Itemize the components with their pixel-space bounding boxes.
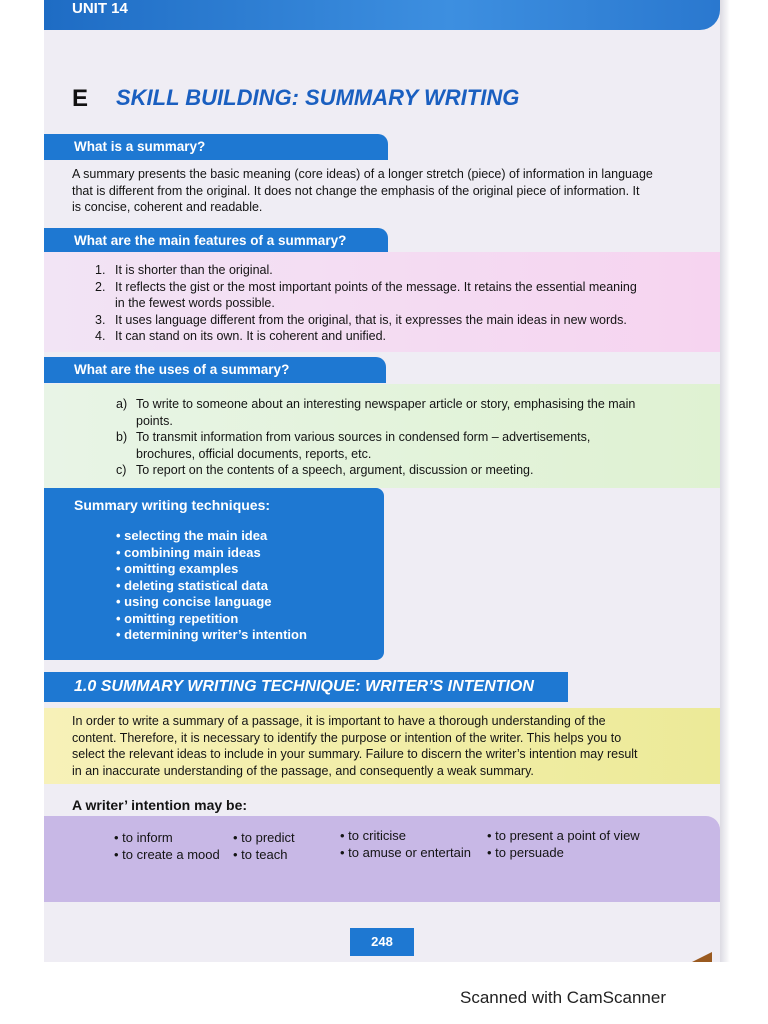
list-item: • to present a point of view [487, 828, 640, 843]
uses-heading: What are the uses of a summary? [44, 357, 386, 383]
list-item: • deleting statistical data [116, 577, 268, 593]
list-item: 4. It can stand on its own. It is coherent and unified. [95, 329, 386, 343]
what-is-summary-heading: What is a summary? [44, 134, 388, 160]
intention-column [114, 830, 220, 863]
list-item: 1. It is shorter than the original. [95, 263, 273, 277]
list-item: • to criticise [340, 828, 406, 843]
techniques-heading: Summary writing techniques: [74, 497, 271, 513]
techniques-box [44, 488, 384, 660]
text-line: in an inaccurate understanding of the passage, and consequently a weak summary. [72, 763, 534, 778]
list-item: • to teach [233, 846, 288, 862]
intention-column [487, 828, 640, 861]
what-is-summary-text [72, 166, 712, 216]
page-corner-mark [692, 952, 712, 962]
list-item: a) To write to someone about an interesting newspaper article or story, emphasising the main points. [116, 397, 636, 428]
page-number: 248 [350, 928, 414, 956]
text-line: In order to write a summary of a passage, it is important to have a thorough understanding of the [72, 714, 606, 728]
list-item: c) To report on the contents of a speech, argument, discussion or meeting. [116, 463, 534, 477]
list-item: • omitting repetition [116, 610, 239, 626]
intention-column [233, 830, 295, 863]
text-line: is concise, coherent and readable. [72, 200, 263, 214]
list-item: • selecting the main idea [116, 528, 268, 543]
list-item: • to amuse or entertain [340, 844, 472, 860]
page-edge-shadow [720, 0, 730, 962]
scanner-watermark: Scanned with CamScanner [460, 988, 667, 1007]
writer-intention-heading: 1.0 SUMMARY WRITING TECHNIQUE: WRITER’S INTENTION [44, 672, 568, 702]
unit-header-band [44, 0, 720, 30]
list-item: b) To transmit information from various sources in condensed form – advertisements, brochures, official documents, reports, etc. [116, 430, 591, 461]
section-letter: E [72, 85, 89, 112]
section-title: SKILL BUILDING: SUMMARY WRITING [116, 85, 520, 110]
techniques-list [116, 528, 307, 644]
text-line: that is different from the original. It does not change the emphasis of the original piece of information. It [72, 183, 640, 198]
text-line: A summary presents the basic meaning (core ideas) of a longer stretch (piece) of information in language [72, 167, 653, 181]
list-item: • combining main ideas [116, 544, 261, 560]
list-item: 3. It uses language different from the original, that is, it expresses the main ideas in new words. [95, 312, 627, 327]
text-line: content. Therefore, it is necessary to identify the purpose or intention of the writer. This helps you to [72, 730, 622, 745]
intention-column [340, 828, 471, 861]
list-item: • to predict [233, 830, 295, 845]
unit-label: UNIT 14 [72, 0, 128, 17]
intention-list-heading: A writer’ intention may be: [72, 797, 248, 813]
list-item: 2. It reflects the gist or the most important points of the message. It retains the essential meaning in the fewest words possible. [95, 279, 637, 310]
list-item: • to inform [114, 830, 173, 845]
list-item: • to create a mood [114, 846, 220, 862]
text-line: select the relevant ideas to include in your summary. Failure to discern the writer’s intention may result [72, 747, 638, 761]
list-item: • to persuade [487, 844, 564, 860]
list-item: • using concise language [116, 594, 272, 609]
writer-intention-text [72, 713, 716, 779]
uses-list [116, 396, 716, 479]
list-item: • omitting examples [116, 561, 239, 576]
features-list [95, 262, 715, 345]
features-heading: What are the main features of a summary? [44, 228, 388, 254]
list-item: • determining writer’s intention [116, 627, 307, 642]
